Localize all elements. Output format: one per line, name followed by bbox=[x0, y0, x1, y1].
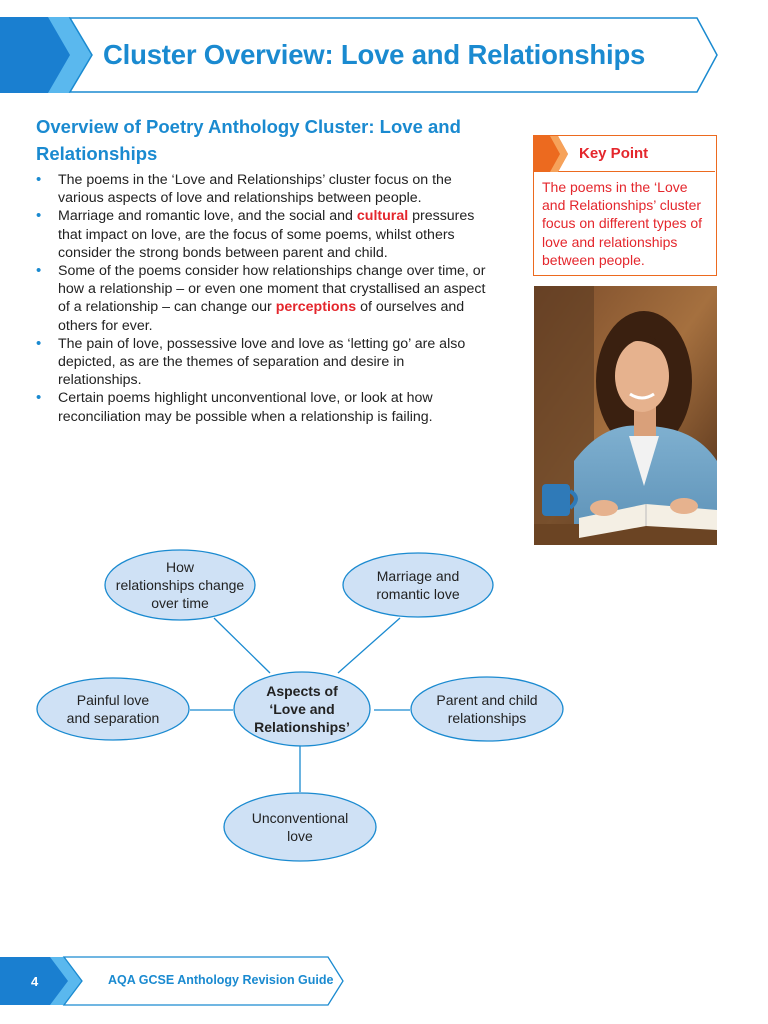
bullet-list bbox=[36, 171, 486, 426]
section-heading: Overview of Poetry Anthology Cluster: Love and Relationships bbox=[36, 116, 461, 164]
highlighted-term: cultural bbox=[356, 208, 409, 225]
mindmap-node-painful: Painful love and separation bbox=[66, 692, 160, 726]
mindmap-node-change: How relationships change over time bbox=[115, 559, 245, 611]
bullet-item bbox=[36, 389, 486, 425]
key-point-tab-icon bbox=[534, 136, 576, 172]
highlighted-term: perceptions bbox=[275, 299, 357, 316]
bullet-text: The pain of love, possessive love and love as ‘letting go’ are also depicted, as are the themes of separation and desire in relationships. bbox=[58, 335, 466, 389]
bullet-text: Marriage and romantic love, and the social and bbox=[58, 208, 357, 225]
mindmap-center-node: Aspects of ‘Love and Relationships’ bbox=[254, 683, 350, 735]
mindmap-node-parent: Parent and child relationships bbox=[436, 692, 538, 726]
header-banner bbox=[0, 17, 720, 95]
bullet-text: The poems in the ‘Love and Relationships’ cluster focus on the various aspects of love and relationships between people. bbox=[58, 172, 452, 207]
key-point-header bbox=[534, 136, 715, 172]
bullet-item bbox=[36, 171, 486, 207]
key-point-box bbox=[533, 135, 717, 276]
bullet-text: of ourselves and others for ever. bbox=[58, 299, 465, 334]
bullet-item bbox=[36, 207, 486, 262]
footer-title: AQA GCSE Anthology Revision Guide bbox=[108, 973, 334, 987]
mindmap-node-marriage: Marriage and romantic love bbox=[376, 568, 460, 602]
bullet-text: Some of the poems consider how relationships change over time, or how a relationship – or even one moment that crystallised an aspect of a relationship – can change our bbox=[58, 263, 486, 316]
mindmap-node-unconventional: Unconventional love bbox=[251, 810, 349, 844]
student-reading-photo bbox=[534, 286, 717, 545]
page-title: Cluster Overview: Love and Relationships bbox=[103, 39, 646, 70]
mind-map-diagram bbox=[30, 545, 570, 875]
bullet-text: Certain poems highlight unconventional love, or look at how reconciliation may be possible when a relationship is failing. bbox=[58, 390, 433, 425]
footer-banner bbox=[0, 955, 350, 1007]
key-point-text: The poems in the ‘Love and Relationships’ cluster focus on different types of love and relationships between people. bbox=[542, 179, 703, 268]
bullet-text: pressures that impact on love, are the focus of some poems, whilst others consider the strong bonds between parent and child. bbox=[58, 208, 475, 261]
key-point-title: Key Point bbox=[579, 145, 649, 162]
bullet-item bbox=[36, 262, 486, 335]
page-number: 4 bbox=[31, 974, 39, 989]
bullet-item bbox=[36, 335, 486, 390]
